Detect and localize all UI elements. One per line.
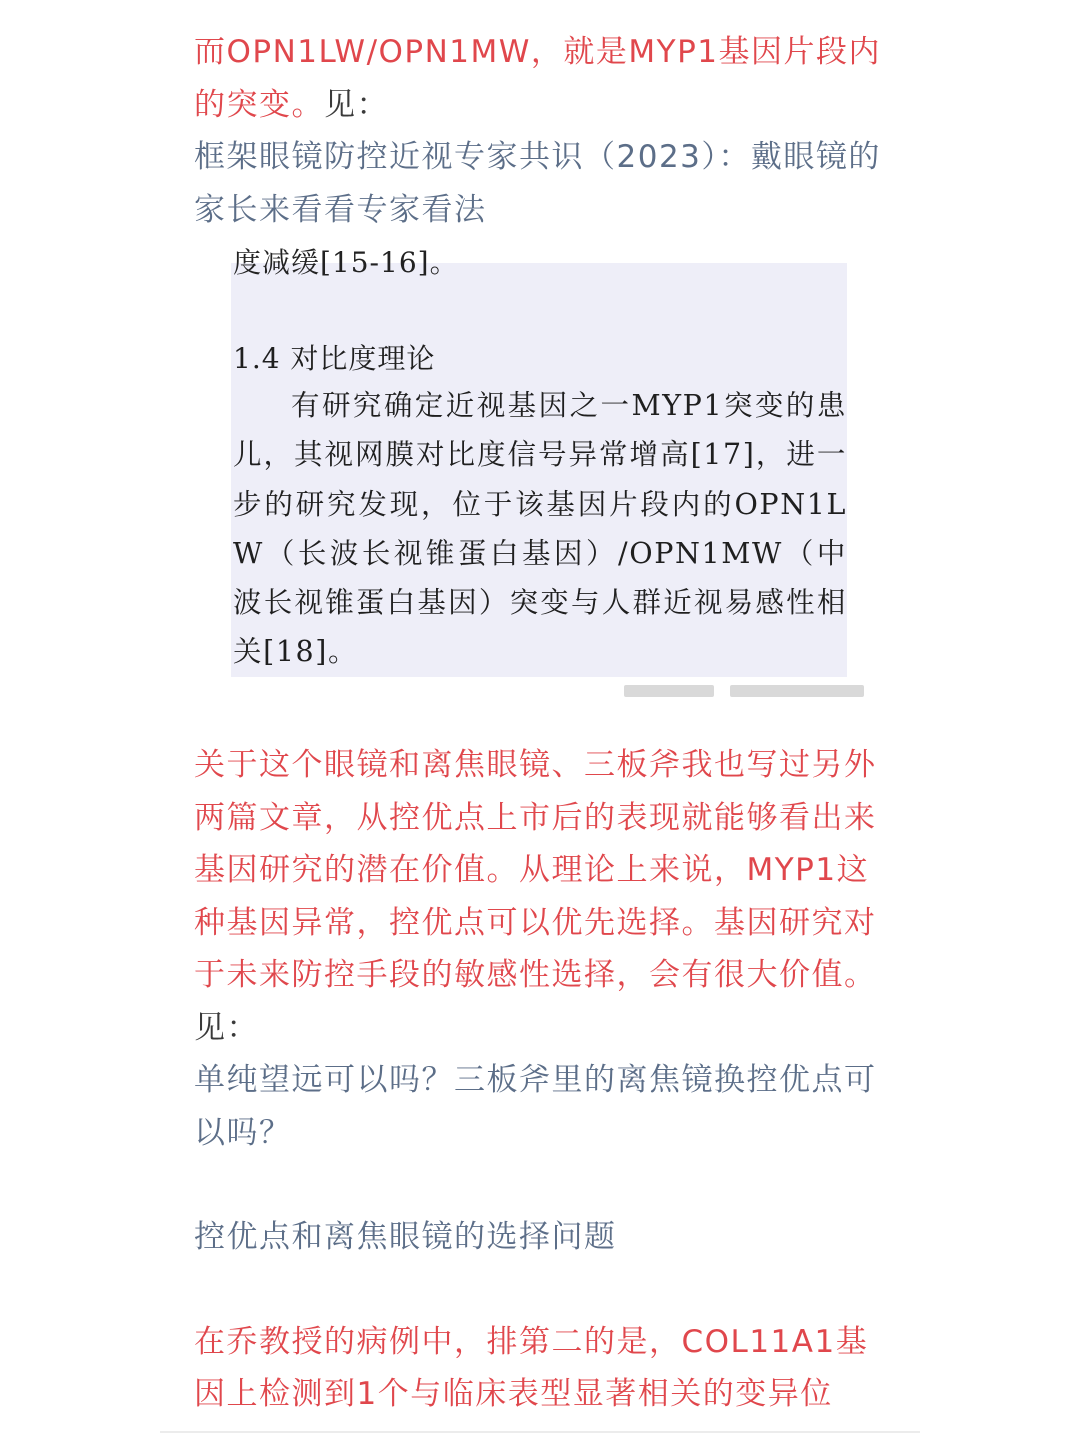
- fourth-paragraph: [194, 1316, 888, 1421]
- bottom-divider: [160, 1431, 920, 1433]
- intro-see-label: 见：: [324, 86, 389, 123]
- article-body: [194, 26, 888, 1421]
- third-link-paragraph: [194, 1211, 888, 1264]
- second-see-label: 见：: [194, 1009, 259, 1046]
- link-telescope-defocus[interactable]: 单纯望远可以吗？三板斧里的离焦镜换控优点可以吗？: [194, 1062, 877, 1151]
- blurred-watermark: [624, 683, 924, 701]
- second-paragraph: [194, 739, 888, 1159]
- fourth-red-text: 在乔教授的病例中，排第二的是，COL11A1基因上检测到1个与临床表型显著相关的变异位: [194, 1323, 869, 1412]
- excerpt-cut-line: 度减缓[15-16]。: [233, 246, 459, 279]
- intro-red-text: 而OPN1LW/OPN1MW，就是MYP1基因片段内的突变。: [194, 34, 882, 123]
- link-framework-glasses-consensus[interactable]: 框架眼镜防控近视专家共识（2023）：戴眼镜的家长来看看专家看法: [194, 139, 881, 228]
- second-red-text: 关于这个眼镜和离焦眼镜、三板斧我也写过另外两篇文章，从控优点上市后的表现就能够看出来基因研究的潜在价值。从理论上来说，MYP1这种基因异常，控优点可以优先选择。基因研究对于未来防控手段的敏感性选择，会有很大价值。: [194, 747, 877, 993]
- paper-excerpt-image: [231, 246, 847, 677]
- excerpt-heading: 1.4 对比度理论: [233, 342, 436, 375]
- intro-paragraph: [194, 26, 888, 236]
- link-control-defocus-choice[interactable]: 控优点和离焦眼镜的选择问题: [194, 1219, 617, 1255]
- excerpt-body: 有研究确定近视基因之一MYP1突变的患儿，其视网膜对比度信号异常增高[17]，进一步的研究发现，位于该基因片段内的OPN1LW（长波长视锥蛋白基因）/OPN1MW（中波长视锥蛋白基因）突变与人群近视易感性相关[18]。: [233, 389, 847, 669]
